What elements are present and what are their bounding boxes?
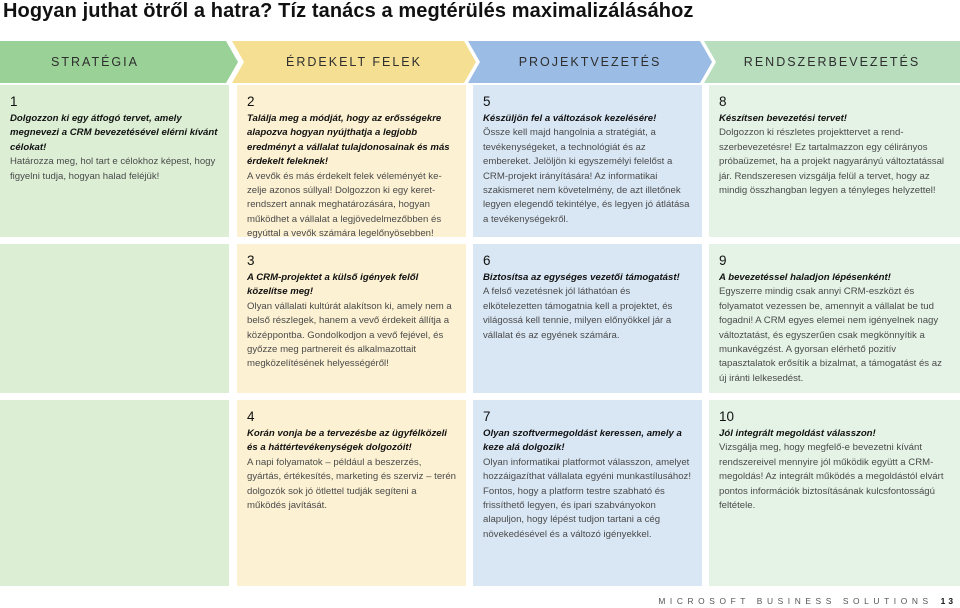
tip-lead: A CRM-projektet a külső igények felől közelítse meg! (247, 272, 419, 298)
header-projektvezetes-label: PROJEKTVEZETÉS (518, 55, 662, 69)
tip-number: 1 (10, 94, 18, 109)
tip-lead: Készüljön fel a változások kezelésére! (483, 113, 657, 124)
empty-card-strategia-3 (0, 400, 229, 586)
tip-lead: Olyan szoftvermegoldást keressen, amely a keze alá dolgozik! (483, 428, 682, 454)
page-title: Hogyan juthat ötről a hatra? Tíz tanács a megtérülés maximalizálásához (3, 0, 694, 22)
tip-card-3 (237, 244, 466, 393)
tip-number: 7 (483, 409, 491, 424)
tip-lead: Biztosítsa az egységes vezetői támogatást! (483, 272, 680, 283)
page-footer (658, 596, 956, 606)
header-strategia-label: STRATÉGIA (51, 55, 139, 69)
tip-lead: Korán vonja be a tervezésbe az ügyfélközeli és a háttértevékenységek dolgozóit! (247, 428, 447, 454)
page-number: 13 (940, 596, 956, 606)
tip-body: Olyan informatikai platformot válasszon, amelyet hozzáigazíthat vállalata egyéni munkastílusához! Fontos, hogy a platform testre szabható és frissíthető legyen, és ipari szabványokon alapuljon, hogy lépést tudjon tartani a cég növekedésével és a változó igényekkel. (483, 456, 691, 540)
tip-body: A napi folyamatok – például a beszerzés, gyártás, értékesítés, marketing és szerviz – terén dolgozók sok jó ötlettel tudják segíteni a működés javítását. (247, 456, 457, 512)
empty-card-strategia-2 (0, 244, 229, 393)
tip-number: 4 (247, 409, 255, 424)
tip-body: Egyszerre mindig csak annyi CRM-eszközt és folyamatot vezessen be, amennyit a vállalat be tud fogadni! A CRM egyes elemei nem igényelnek nagy változtatást, és egyszerűen csak megkönnyítik a munkavégzést. A gyorsan elérhető pozitív tapasztalatok erősítik a bizalmat, a támogatást és az új iránti lelkesedést. (719, 286, 942, 384)
tip-card-4 (237, 400, 466, 586)
tip-lead: A bevezetéssel haladjon lépésenként! (719, 272, 891, 283)
header-strategia (0, 41, 238, 83)
header-erdekelt-felek (232, 41, 476, 83)
tip-number: 3 (247, 253, 255, 268)
tip-body: Össze kell majd hangolnia a stratégiát, a tevékenységeket, a technológiát és az embereket. Jelöljön ki egyszemélyi felelőst a CRM-projekt irányítására! Az informatikai szakismeret nem követelmény, de azt illetőnek legyen elegendő tekintélye, és legyen jó átlátása a tevékenységekről. (483, 127, 690, 225)
tip-body: Olyan vállalati kultúrát alakítson ki, amely nem a belső részlegek, hanem a vevő érdekeit állítja a középpontba. Gondolkodjon a vevő fejével, és győzze meg partnereit és alkalmazottait megközelítésének helyességéről! (247, 300, 452, 370)
tip-card-10 (709, 400, 960, 586)
tip-card-8 (709, 85, 960, 237)
header-rendszerbevezetes-label: RENDSZERBEVEZETÉS (743, 55, 921, 69)
tip-card-5 (473, 85, 702, 237)
tip-body: Vizsgálja meg, hogy megfelő-e bevezetni kívánt rendszereivel mennyire jól működik együtt a CRM-megoldás! Az integrált működés a megoldástól elvárt pontos információk biztosításának kulcsfontosságú feltétele. (719, 442, 944, 512)
tip-number: 10 (719, 409, 735, 424)
tip-lead: Készítsen bevezetési tervet! (719, 113, 847, 124)
tip-number: 2 (247, 94, 255, 109)
tip-lead: Találja meg a módját, hogy az erősségekre alapozva hogyan nyújthatja a legjobb eredményt a vállalat tulajdonosainak és más érdekelt feleknek! (247, 113, 450, 168)
tip-card-7 (473, 400, 702, 586)
tip-body: A vevők és más érdekelt felek véleményét kezelje azonos súllyal! Dolgozzon ki egy keretrendszert annak meghatározására, hogyan működhet a vállalat a legjövedelmezőbben és egyúttal a vevők számára legelőnyösebben! (247, 170, 442, 240)
tip-number: 6 (483, 253, 491, 268)
tip-number: 9 (719, 253, 727, 268)
header-projektvezetes (468, 41, 712, 83)
tip-body: Dolgozzon ki részletes projekttervet a rendszerbevezetésre! Ez tartalmazzon egy célirányos próbaüzemet, ha a projekt nagyarányú változtatással jár. Rendszeresen vizsgálja felül a tervet, hogy az mindig összhangban legyen a tényleges helyzettel! (719, 127, 945, 197)
footer-brand: MICROSOFT BUSINESS SOLUTIONS (658, 596, 933, 606)
tip-card-1 (0, 85, 229, 237)
header-erdekelt-felek-label: ÉRDEKELT FELEK (286, 55, 422, 69)
tip-lead: Dolgozzon ki egy átfogó tervet, amely megnevezi a CRM bevezetésével elérni kívánt célokat! (10, 113, 218, 153)
tip-lead: Jól integrált megoldást válasszon! (719, 428, 876, 439)
tip-number: 5 (483, 94, 491, 109)
tip-card-2 (237, 85, 466, 240)
tip-number: 8 (719, 94, 727, 109)
tip-body: A felső vezetésnek jól láthatóan és elkötelezetten támogatnia kell a projektet, és világossá kell tennie, milyen előnyökkel jár a vállalat és az egyének számára. (483, 286, 673, 341)
tip-card-6 (473, 244, 702, 393)
tip-card-9 (709, 244, 960, 393)
tip-body: Határozza meg, hol tart e célokhoz képest, hogy figyelni tudja, hogyan halad feléjük! (10, 156, 216, 182)
header-rendszerbevezetes (704, 41, 960, 83)
